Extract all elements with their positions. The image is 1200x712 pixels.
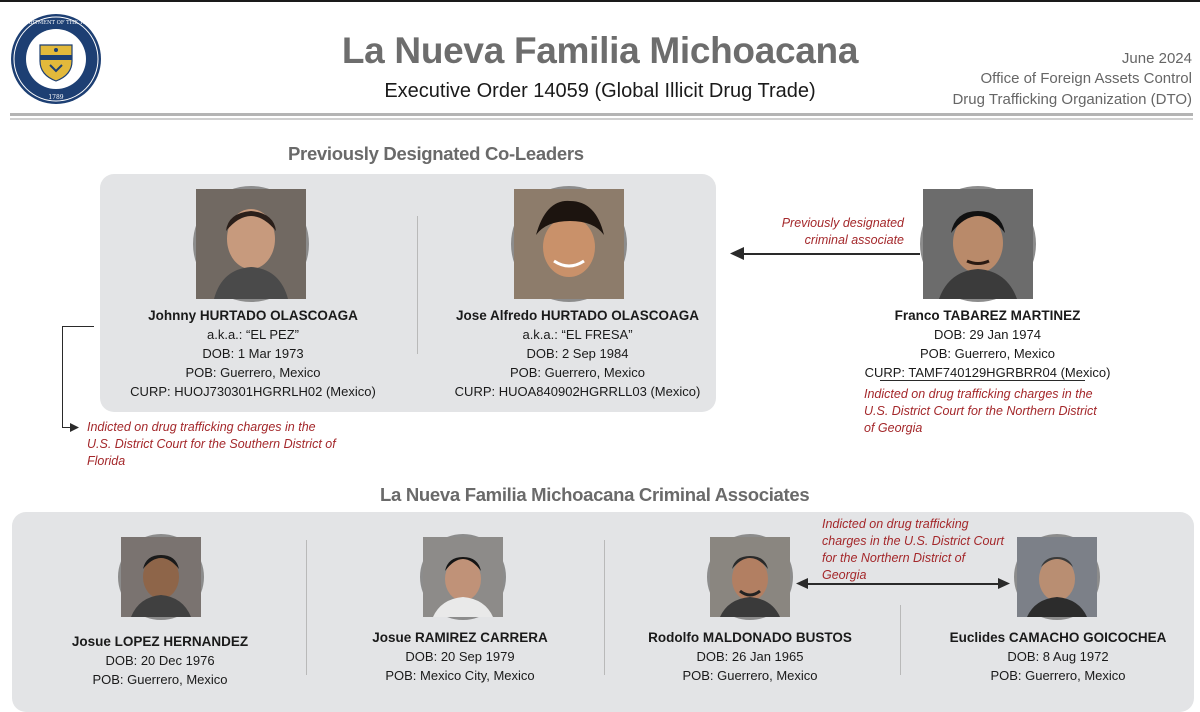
leader-last-name: HURTADO OLASCOAGA — [541, 308, 700, 323]
associate-pob: POB: Guerrero, Mexico — [92, 672, 228, 687]
associate-pob: POB: Guerrero, Mexico — [919, 346, 1056, 361]
associate-name — [928, 628, 1188, 647]
associate-first-name: Josue — [71, 634, 115, 649]
arrow-left-icon — [730, 247, 744, 260]
associate-curp: CURP: TAMF740129HGRBRR04 (Mexico) — [864, 365, 1111, 380]
note-line: criminal associate — [804, 233, 904, 247]
note-line: Previously designated — [781, 216, 904, 230]
note-line: Indicted on drug trafficking charges in the — [87, 420, 316, 434]
leader-photo — [193, 186, 309, 302]
person-silhouette-icon — [923, 189, 1033, 299]
leader-pob: POB: Guerrero, Mexico — [185, 365, 321, 380]
associate-pob: POB: Guerrero, Mexico — [990, 668, 1126, 683]
leader-aka: a.k.a.: “EL FRESA” — [522, 327, 633, 342]
seal-year: 1789 — [48, 94, 64, 101]
associate-dob: DOB: 20 Dec 1976 — [105, 653, 215, 668]
note-line: U.S. District Court for the Southern District of — [87, 437, 336, 451]
associate-pob: POB: Guerrero, Mexico — [682, 668, 818, 683]
associate-last-name: RAMIREZ CARRERA — [415, 630, 548, 645]
franco-indicted-note — [864, 386, 1154, 437]
note-line: Indicted on drug trafficking charges in the — [864, 387, 1093, 401]
leader-card — [440, 306, 715, 401]
associate-last-name: LOPEZ HERNANDEZ — [114, 634, 249, 649]
associate-dob: DOB: 8 Aug 1972 — [1007, 649, 1109, 664]
associate-card — [845, 306, 1130, 382]
associates-indicted-note — [822, 516, 1042, 584]
double-arrow-line — [806, 583, 1000, 585]
arrow-right-icon — [70, 423, 79, 432]
leader-first-name: Johnny — [148, 308, 200, 323]
associate-dob: DOB: 20 Sep 1979 — [405, 649, 515, 664]
associate-first-name: Euclides — [949, 630, 1009, 645]
org-type-label: Drug Trafficking Organization (DTO) — [952, 91, 1192, 108]
page-subtitle: Executive Order 14059 (Global Illicit Drug Trade) — [384, 80, 816, 102]
note-line: charges in the U.S. District Court — [822, 534, 1005, 548]
leader-last-name: HURTADO OLASCOAGA — [199, 308, 358, 323]
leaders-divider — [417, 216, 418, 354]
section-title-associates: La Nueva Familia Michoacana Criminal Associates — [380, 484, 810, 505]
associates-divider — [900, 605, 901, 675]
note-line: Florida — [87, 454, 126, 468]
relation-arrow-line — [742, 253, 920, 255]
associate-relation-note — [740, 215, 904, 249]
header-rule-secondary — [10, 118, 1193, 120]
note-line: Indicted on drug trafficking — [822, 517, 969, 531]
arrow-left-icon — [796, 578, 808, 589]
top-border — [0, 0, 1200, 2]
leader-dob: DOB: 1 Mar 1973 — [202, 346, 304, 361]
section-title-leaders: Previously Designated Co-Leaders — [288, 143, 584, 164]
associate-first-name: Rodolfo — [648, 630, 703, 645]
associate-first-name: Josue — [372, 630, 416, 645]
associate-photo — [420, 534, 506, 620]
leader-name — [440, 306, 715, 325]
associate-name — [340, 628, 580, 647]
associate-photo — [707, 534, 793, 620]
associate-card — [625, 628, 875, 685]
person-silhouette-icon — [121, 537, 201, 617]
associate-card — [340, 628, 580, 685]
associates-divider — [306, 540, 307, 675]
associate-pob: POB: Mexico City, Mexico — [385, 668, 535, 683]
associate-name — [845, 306, 1130, 325]
person-silhouette-icon — [196, 189, 306, 299]
associate-last-name: CAMACHO GOICOCHEA — [1008, 630, 1167, 645]
note-line: Georgia — [822, 568, 867, 582]
associates-divider — [604, 540, 605, 675]
associate-card — [928, 628, 1188, 685]
associate-name — [625, 628, 875, 647]
note-line: of Georgia — [864, 421, 923, 435]
associate-dob: DOB: 26 Jan 1965 — [696, 649, 804, 664]
seal-text: THE DEPARTMENT OF THE TREASURY — [2, 20, 110, 26]
leader-curp: CURP: HUOA840902HGRRLL03 (Mexico) — [454, 384, 701, 399]
leaders-indicted-note — [87, 419, 377, 470]
person-silhouette-icon — [423, 537, 503, 617]
arrow-right-icon — [998, 578, 1010, 589]
bracket-line-v — [62, 326, 63, 428]
note-rule — [880, 380, 1085, 381]
person-silhouette-icon — [710, 537, 790, 617]
associate-name — [40, 632, 280, 651]
note-line: for the Northern District of — [822, 551, 966, 565]
person-silhouette-icon — [514, 189, 624, 299]
bracket-line-h — [62, 326, 94, 327]
associate-last-name: MALDONADO BUSTOS — [702, 630, 852, 645]
leader-dob: DOB: 2 Sep 1984 — [526, 346, 629, 361]
associate-first-name: Franco — [894, 308, 944, 323]
header-rule — [10, 113, 1193, 116]
associate-dob: DOB: 29 Jan 1974 — [934, 327, 1041, 342]
associate-last-name: TABAREZ MARTINEZ — [943, 308, 1081, 323]
leader-photo — [511, 186, 627, 302]
leader-name — [118, 306, 388, 325]
leader-curp: CURP: HUOJ730301HGRRLH02 (Mexico) — [130, 384, 376, 399]
leader-pob: POB: Guerrero, Mexico — [509, 365, 646, 380]
leader-card — [118, 306, 388, 401]
date-label: June 2024 — [1121, 50, 1192, 67]
associate-photo — [118, 534, 204, 620]
associate-card — [40, 632, 280, 689]
leader-first-name: Jose Alfredo — [455, 308, 542, 323]
office-label: Office of Foreign Assets Control — [980, 70, 1192, 87]
page-title: La Nueva Familia Michoacana — [341, 30, 859, 71]
leader-aka: a.k.a.: “EL PEZ” — [207, 327, 299, 342]
associate-photo — [920, 186, 1036, 302]
note-line: U.S. District Court for the Northern District — [864, 404, 1097, 418]
